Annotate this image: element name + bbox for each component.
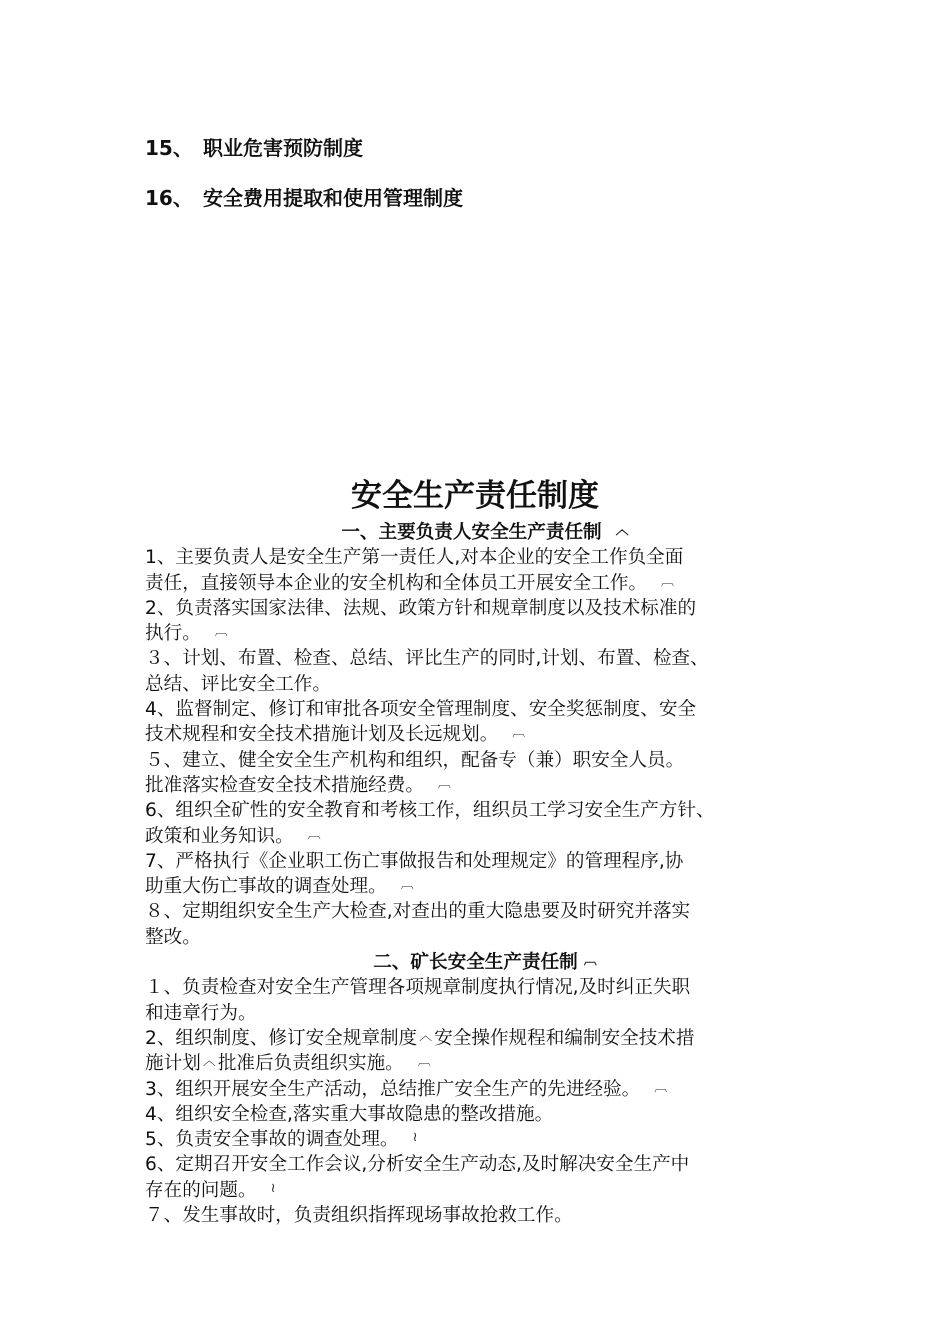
- toc-item-16: [145, 184, 463, 212]
- section-heading-1: [145, 520, 825, 545]
- paragraph-line: ３、计划、布置、检查、总结、评比生产的同时,计划、布置、检查、: [145, 648, 709, 670]
- revision-mark-icon: ︿: [419, 1028, 433, 1044]
- revision-mark-icon: ︹: [512, 725, 526, 741]
- revision-mark-icon: ≀: [270, 1180, 276, 1196]
- paragraph-line: 施计划 ︿ 批准后负责组织实施。 ︹: [145, 1053, 431, 1075]
- paragraph-line: 7、严格执行《企业职工伤亡事做报告和处理规定》的管理程序,协: [145, 850, 684, 872]
- toc-label: 职业危害预防制度: [203, 136, 363, 160]
- paragraph-line: ７、发生事故时，负责组织指挥现场事故抢救工作。: [145, 1205, 573, 1227]
- revision-mark-icon: ︹: [307, 826, 321, 842]
- section-heading-text: 一、主要负责人安全生产责任制: [341, 522, 602, 543]
- paragraph-line: 助重大伤亡事故的调查处理。 ︹: [145, 876, 414, 898]
- revision-mark-icon: ︹: [400, 877, 414, 893]
- revision-mark-icon: ︹: [417, 1054, 431, 1070]
- paragraph-line: 5、负责安全事故的调查处理。 ≀: [145, 1129, 418, 1151]
- paragraph-line: 存在的问题。 ≀: [145, 1179, 276, 1201]
- revision-mark-icon: ︹: [583, 953, 597, 969]
- paragraph-line: 技术规程和安全技术措施计划及长远规划。 ︹: [145, 724, 526, 746]
- section-heading-text: 二、矿长安全生产责任制: [373, 952, 578, 974]
- paragraph-line: 2、组织制度、修订安全规章制度 ︿ 安全操作规程和编制安全技术措: [145, 1027, 695, 1049]
- section-heading-2: [145, 950, 825, 975]
- document-body: [145, 520, 825, 1228]
- paragraph-line: ５、建立、健全安全生产机构和组织，配备专（兼）职安全人员。: [145, 749, 685, 771]
- paragraph-line: ８、定期组织安全生产大检查,对查出的重大隐患要及时研究并落实: [145, 901, 691, 923]
- paragraph-line: 批准落实检查安全技术措施经费。 ︹: [145, 774, 451, 796]
- paragraph-line: 整改。: [145, 926, 201, 948]
- revision-mark-icon: ≀: [412, 1130, 418, 1146]
- toc-label: 安全费用提取和使用管理制度: [203, 186, 463, 210]
- toc-number: 15、: [145, 136, 193, 160]
- paragraph-line: 责任，直接领导本企业的安全机构和全体员工开展安全工作。 ︹: [145, 572, 675, 594]
- paragraph-line: 总结、评比安全工作。: [145, 673, 331, 695]
- paragraph-line: 政策和业务知识。 ︹: [145, 825, 321, 847]
- paragraph-line: 4、组织安全检查,落实重大事故隐患的整改措施。: [145, 1103, 554, 1125]
- paragraph-line: 3、组织开展安全生产活动，总结推广安全生产的先进经验。 ︹: [145, 1078, 668, 1100]
- revision-mark-icon: ︹: [214, 624, 228, 640]
- revision-mark-icon: ︹: [437, 775, 451, 791]
- document-title: 安全生产责任制度: [351, 478, 599, 514]
- revision-mark-icon: ︿: [615, 523, 629, 538]
- toc-item-15: [145, 134, 363, 162]
- paragraph-line: １、负责检查对安全生产管理各项规章制度执行情况,及时纠正失职: [145, 977, 691, 999]
- paragraph-line: 和违章行为。: [145, 1002, 257, 1024]
- paragraph-line: 执行。 ︹: [145, 623, 228, 645]
- revision-mark-icon: ︹: [661, 573, 675, 589]
- paragraph-line: 2、负责落实国家法律、法规、政策方针和规章制度以及技术标准的: [145, 597, 697, 619]
- paragraph-line: 6、定期召开安全工作会议,分析安全生产动态,及时解决安全生产中: [145, 1154, 690, 1176]
- toc-number: 16、: [145, 186, 193, 210]
- revision-mark-icon: ︿: [202, 1054, 216, 1070]
- paragraph-line: 4、监督制定、修订和审批各项安全管理制度、安全奖惩制度、安全: [145, 699, 697, 721]
- paragraph-line: 6、组织全矿性的安全教育和考核工作，组织员工学习安全生产方针、: [145, 800, 715, 822]
- revision-mark-icon: ︹: [654, 1079, 668, 1095]
- paragraph-line: 1、主要负责人是安全生产第一责任人,对本企业的安全工作负全面: [145, 547, 684, 569]
